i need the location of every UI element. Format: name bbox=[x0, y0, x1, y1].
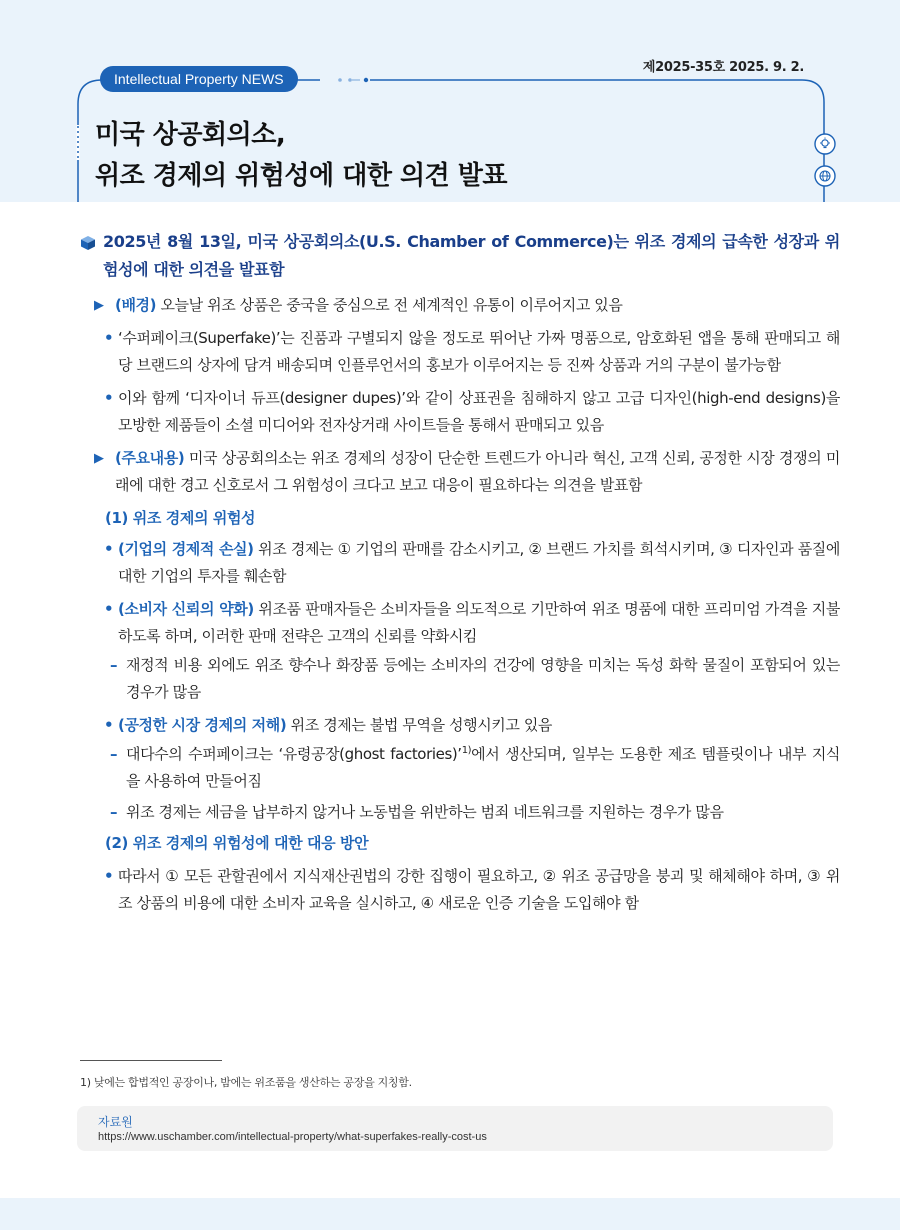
risk-item-3-label: (공정한 시장 경제의 저해) bbox=[118, 716, 287, 734]
risk-item-3-dash-2-text: 위조 경제는 세금을 납부하지 않거나 노동법을 위반하는 범죄 네트워크를 지원하는 경우가 많음 bbox=[126, 803, 724, 821]
risk-item-2-text: 위조품 판매자들은 소비자들을 의도적으로 기만하여 위조 명품에 대한 프리미엄 가격을 지불하도록 하며, 이러한 판매 전략은 고객의 신뢰를 약화시킴 bbox=[118, 600, 840, 645]
response-item bbox=[80, 863, 840, 917]
risk-item-2-label: (소비자 신뢰의 약화) bbox=[118, 600, 254, 618]
title-line-1: 미국 상공회의소, bbox=[95, 120, 286, 150]
title-line-2: 위조 경제의 위험성에 대한 의견 발표 bbox=[95, 161, 507, 191]
lead-text: 2025년 8월 13일, 미국 상공회의소(U.S. Chamber of Commerce)는 위조 경제의 급속한 성장과 위험성에 대한 의견을 발표함 bbox=[103, 232, 840, 279]
background-text: 오늘날 위조 상품은 중국을 중심으로 전 세계적인 유통이 이루어지고 있음 bbox=[156, 296, 623, 314]
source-url[interactable]: https://www.uschamber.com/intellectual-property/what-superfakes-really-cost-us bbox=[98, 1131, 487, 1143]
dash-bullet: – bbox=[110, 803, 118, 821]
risk-item-3-text: 위조 경제는 불법 무역을 성행시키고 있음 bbox=[286, 716, 553, 734]
risk-item-2 bbox=[80, 596, 840, 650]
lightbulb-icon bbox=[814, 133, 836, 155]
dot-bullet-icon: • bbox=[104, 540, 114, 558]
risk-item-3-dash-1-text-b: 에서 생산되며, 일부는 도용한 제조 템플릿이나 내부 지식을 사용하여 만들어짐 bbox=[126, 745, 840, 790]
dot-bullet-icon: • bbox=[104, 389, 114, 407]
source-title: 자료원 bbox=[98, 1115, 133, 1129]
dot-bullet-icon: • bbox=[104, 867, 114, 885]
cube-bullet-icon bbox=[80, 235, 96, 251]
response-item-text: 따라서 ① 모든 관할권에서 지식재산권법의 강한 집행이 필요하고, ② 위조 공급망을 붕괴 및 해체해야 하며, ③ 위조 상품의 비용에 대한 소비자 교육을 실시하고, ④ 새로운 인증 기술을 도입해야 함 bbox=[118, 867, 840, 912]
dot-bullet-icon: • bbox=[104, 600, 114, 618]
main-content-label: (주요내용) bbox=[115, 449, 185, 467]
background-label: (배경) bbox=[115, 296, 157, 314]
page-title bbox=[95, 115, 507, 197]
footnote-ref: 1) bbox=[461, 745, 472, 756]
risk-item-3-dash-2 bbox=[80, 799, 840, 826]
risk-item-2-dash bbox=[80, 652, 840, 706]
main-content-item bbox=[80, 445, 840, 499]
background-bullet-1-text: ‘수퍼페이크(Superfake)’는 진품과 구별되지 않을 정도로 뛰어난 가짜 명품으로, 암호화된 앱을 통해 판매되고 해당 브랜드의 상자에 담겨 배송되며 인플루언서의 홍보가 이루어지는 등 진짜 상품과 거의 구분이 불가능함 bbox=[118, 329, 840, 374]
article-body bbox=[80, 228, 840, 917]
background-item bbox=[80, 292, 840, 319]
source-box bbox=[77, 1106, 833, 1151]
footnote-divider bbox=[80, 1060, 222, 1061]
risk-item-3-dash-1-text-a: 대다수의 수퍼페이크는 ‘유령공장(ghost factories)’ bbox=[126, 745, 462, 763]
dot-bullet-icon: • bbox=[104, 716, 114, 734]
background-bullet-2-text: 이와 함께 ‘디자이너 듀프(designer dupes)’와 같이 상표권을 침해하지 않고 고급 디자인(high-end designs)을 모방한 제품들이 소셜 미디어와 전자상거래 사이트들을 통해서 판매되고 있음 bbox=[118, 389, 840, 434]
risk-item-1 bbox=[80, 536, 840, 590]
risk-item-1-label: (기업의 경제적 손실) bbox=[118, 540, 254, 558]
risk-item-2-dash-text: 재정적 비용 외에도 위조 향수나 화장품 등에는 소비자의 건강에 영향을 미치는 독성 화학 물질이 포함되어 있는 경우가 많음 bbox=[126, 656, 840, 701]
issue-info: 제2025-35호 2025. 9. 2. bbox=[642, 60, 804, 75]
lead-summary bbox=[80, 228, 840, 284]
risk-item-1-text: 위조 경제는 ① 기업의 판매를 감소시키고, ② 브랜드 가치를 희석시키며, ③ 디자인과 품질에 대한 기업의 투자를 훼손함 bbox=[118, 540, 840, 585]
triangle-bullet-icon: ▶ bbox=[94, 451, 104, 466]
footer-band bbox=[0, 1198, 900, 1230]
background-bullet-2 bbox=[80, 385, 840, 439]
dash-bullet: – bbox=[110, 656, 118, 674]
main-content-text: 미국 상공회의소는 위조 경제의 성장이 단순한 트렌드가 아니라 혁신, 고객 신뢰, 공정한 시장 경쟁의 미래에 대한 경고 신호로서 그 위험성이 크다고 보고 대응이 필요하다는 의견을 발표함 bbox=[115, 449, 840, 494]
footnote: 1) 낮에는 합법적인 공장이나, 밤에는 위조품을 생산하는 공장을 지칭함. bbox=[80, 1076, 412, 1089]
response-heading: (2) 위조 경제의 위험성에 대한 대응 방안 bbox=[105, 834, 369, 852]
dot-bullet-icon: • bbox=[104, 329, 114, 347]
background-bullet-1 bbox=[80, 325, 840, 379]
risk-item-3-dash-1 bbox=[80, 741, 840, 795]
risk-heading: (1) 위조 경제의 위험성 bbox=[105, 509, 256, 527]
globe-icon bbox=[814, 165, 836, 187]
triangle-bullet-icon: ▶ bbox=[94, 298, 104, 313]
dash-bullet: – bbox=[110, 745, 118, 763]
newsletter-badge: Intellectual Property NEWS bbox=[100, 66, 298, 92]
risk-item-3 bbox=[80, 712, 840, 739]
